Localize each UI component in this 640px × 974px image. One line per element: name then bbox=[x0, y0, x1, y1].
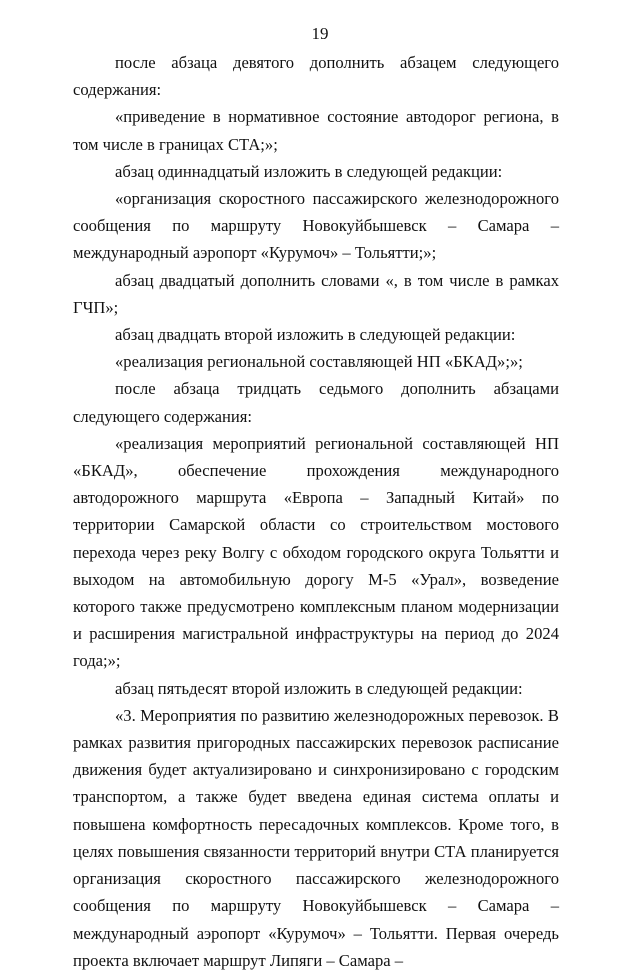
paragraph: абзац двадцать второй изложить в следующей редакции: bbox=[115, 325, 516, 345]
paragraph: «приведение в нормативное состояние автодорог региона, в том числе в границах СТА;»; bbox=[73, 107, 559, 154]
paragraph: после абзаца тридцать седьмого дополнить абзацами следующего содержания: bbox=[73, 379, 559, 426]
paragraph: «3. Мероприятия по развитию железнодорожных перевозок. В рамках развития пригородных пассажирских перевозок расписание движения будет актуализировано и синхронизировано с городским транспортом, а также будет введена единая система оплаты и повышена комфортность пересадочных комплексов. Кроме того, в целях повышения связанности территорий внутри СТА планируется организация скоростного пассажирского железнодорожного сообщения по маршруту Новокуйбышевск – Самара – международный аэропорт «Курумоч» – Тольятти. Первая очередь проекта включает маршрут Липяги – Самара – bbox=[73, 705, 559, 970]
document-body bbox=[73, 49, 559, 974]
paragraph: абзац одиннадцатый изложить в следующей редакции: bbox=[115, 161, 503, 181]
paragraph: после абзаца девятого дополнить абзацем следующего содержания: bbox=[73, 53, 559, 100]
paragraph: «реализация региональной составляющей НП «БКАД»;»; bbox=[115, 352, 523, 372]
paragraph: «реализация мероприятий региональной составляющей НП «БКАД», обеспечение прохождения международного автодорожного маршрута «Европа – Западный Китай» по территории Самарской области со строительством мостового перехода через реку Волгу с обходом городского округа Тольятти и выходом на автомобильную дорогу М-5 «Урал», возведение которого также предусмотрено комплексным планом модернизации и расширения магистральной инфраструктуры на период до 2024 года;»; bbox=[73, 433, 559, 671]
paragraph: абзац пятьдесят второй изложить в следующей редакции: bbox=[115, 678, 523, 698]
page-number: 19 bbox=[311, 24, 329, 43]
paragraph: абзац двадцатый дополнить словами «, в том числе в рамках ГЧП»; bbox=[73, 270, 559, 317]
paragraph: «организация скоростного пассажирского железнодорожного сообщения по маршруту Новокуйбышевск – Самара – международный аэропорт «Курумоч» – Тольятти;»; bbox=[73, 189, 559, 263]
